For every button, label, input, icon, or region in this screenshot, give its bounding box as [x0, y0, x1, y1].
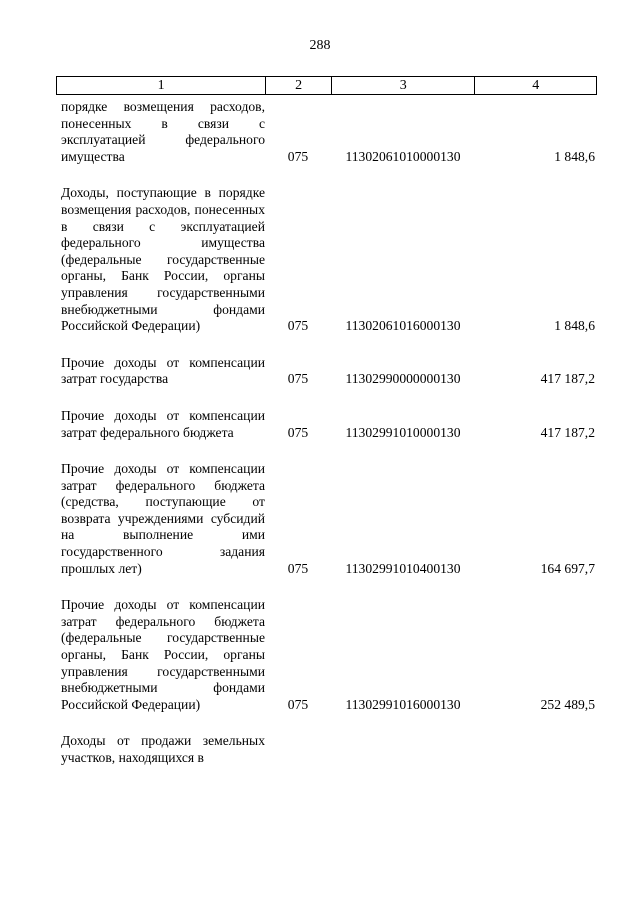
- row-classification-code: 11302061010000130: [345, 148, 461, 164]
- table-row: [56, 185, 597, 334]
- row-admin-code: 075: [287, 318, 309, 334]
- header-col-1: 1: [157, 78, 165, 93]
- table-row: [56, 597, 597, 713]
- table-row: [56, 355, 597, 388]
- header-col-2: 2: [265, 77, 331, 94]
- row-amount: 1 848,6: [554, 148, 595, 164]
- row-admin-code: 075: [287, 371, 309, 387]
- row-admin-code: 075: [287, 424, 309, 440]
- row-classification-code: 11302991016000130: [345, 696, 461, 712]
- page-number: 288: [309, 38, 331, 53]
- row-amount: 164 697,7: [540, 560, 595, 576]
- row-admin-code: 075: [287, 696, 309, 712]
- row-name: Прочие доходы от компенсации затрат федерального бюджета (федеральные государственные органы, Банк России, органы управления государственными внебюджетными фондами Российской Федерации): [61, 597, 265, 712]
- row-classification-code: 11302061016000130: [345, 318, 461, 334]
- table-row: [56, 99, 597, 165]
- row-name: Прочие доходы от компенсации затрат федерального бюджета (средства, поступающие от возврата учреждениями субсидий на выполнение ими государственного задания прошлых лет): [61, 461, 265, 576]
- row-classification-code: 11302990000000130: [345, 371, 461, 387]
- row-amount: 1 848,6: [554, 318, 595, 334]
- row-name: Доходы от продажи земельных участков, находящихся в: [61, 733, 265, 765]
- row-classification-code: 11302991010400130: [345, 560, 461, 576]
- row-name: Доходы, поступающие в порядке возмещения расходов, понесенных в связи с эксплуатацией федерального имущества (федеральные государственные органы, Банк России, органы управления государственными внебюджетными фондами Российской Федерации): [61, 185, 265, 334]
- row-name: Прочие доходы от компенсации затрат государства: [61, 354, 265, 387]
- row-name: Прочие доходы от компенсации затрат федерального бюджета: [61, 407, 265, 440]
- row-admin-code: 075: [287, 148, 309, 164]
- header-col-4: 4: [474, 77, 596, 94]
- row-amount: 252 489,5: [540, 696, 595, 712]
- table-row: [56, 461, 597, 577]
- row-name: порядке возмещения расходов, понесенных в связи с эксплуатацией федерального имущества: [61, 99, 265, 164]
- table-row: [56, 408, 597, 441]
- row-amount: 417 187,2: [540, 424, 595, 440]
- table-header: [56, 76, 597, 95]
- header-col-3: 3: [331, 77, 474, 94]
- table-body: [56, 95, 597, 767]
- row-amount: 417 187,2: [540, 371, 595, 387]
- row-classification-code: 11302991010000130: [345, 424, 461, 440]
- row-admin-code: 075: [287, 560, 309, 576]
- table-row: [56, 733, 597, 766]
- revenue-table: [56, 76, 597, 767]
